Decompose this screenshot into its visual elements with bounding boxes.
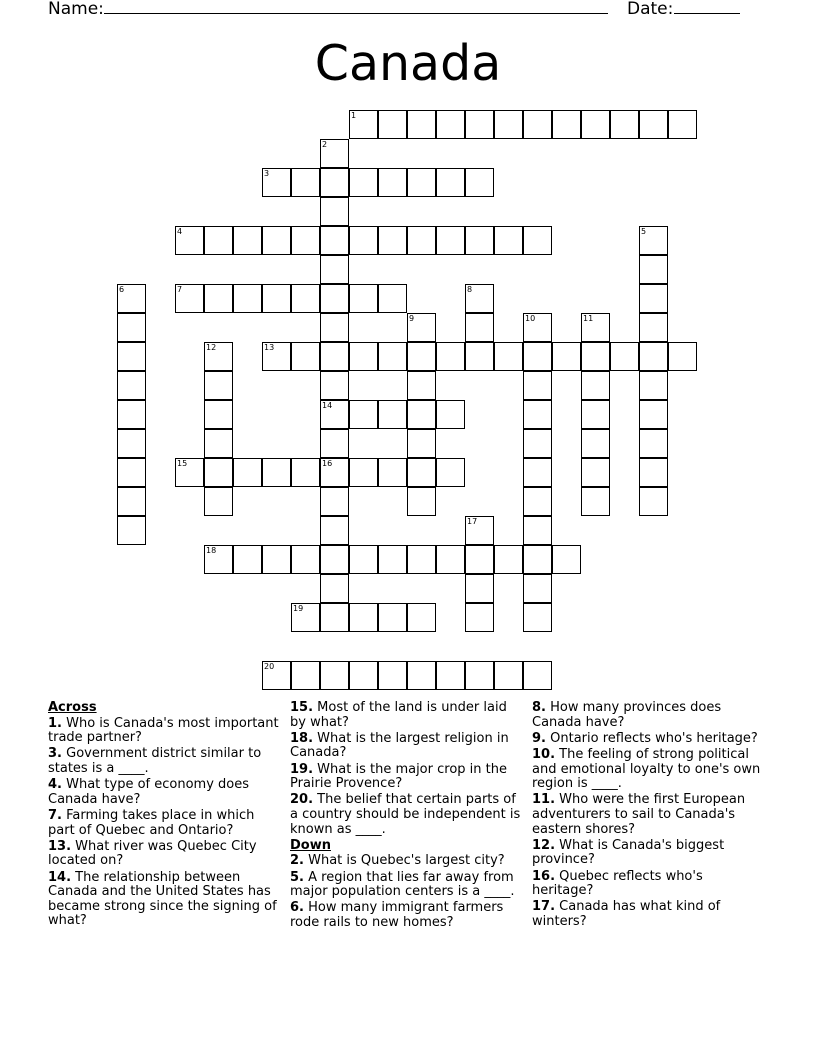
grid-cell[interactable]	[262, 284, 291, 313]
grid-cell[interactable]	[117, 313, 146, 342]
grid-cell[interactable]	[233, 545, 262, 574]
grid-cell[interactable]	[233, 458, 262, 487]
clue-across-7: 7. Farming takes place in which part of Quebec and Ontario?	[48, 807, 255, 838]
grid-cell[interactable]	[465, 110, 494, 139]
grid-cell[interactable]	[668, 110, 697, 139]
clue-number: 2	[322, 140, 328, 149]
grid-cell[interactable]	[291, 168, 320, 197]
grid-cell[interactable]	[523, 603, 552, 632]
grid-cell[interactable]	[204, 226, 233, 255]
grid-cell[interactable]	[262, 661, 291, 690]
grid-cell[interactable]	[204, 458, 233, 487]
page-title: Canada	[314, 35, 502, 92]
clues-column-2	[290, 701, 522, 932]
grid-cell[interactable]	[436, 545, 465, 574]
grid-cell[interactable]	[175, 458, 204, 487]
grid-cell[interactable]	[407, 429, 436, 458]
grid-cell[interactable]	[349, 400, 378, 429]
grid-cell[interactable]	[436, 400, 465, 429]
grid-cell[interactable]	[349, 458, 378, 487]
grid-cell[interactable]	[117, 400, 146, 429]
clue-number: 17	[467, 517, 478, 526]
grid-cell[interactable]	[349, 168, 378, 197]
grid-cell[interactable]	[523, 226, 552, 255]
grid-cell[interactable]	[117, 516, 146, 545]
clue-number: 8	[467, 285, 473, 294]
grid-cell[interactable]	[117, 371, 146, 400]
grid-cell[interactable]	[523, 458, 552, 487]
name-label: Name:	[48, 0, 104, 19]
grid-cell[interactable]	[407, 168, 436, 197]
grid-cell[interactable]	[378, 661, 407, 690]
clue-down-10: 10. The feeling of strong political and emotional loyalty to one's own region is ____.	[532, 746, 761, 792]
grid-cell[interactable]	[378, 458, 407, 487]
grid-cell[interactable]	[436, 342, 465, 371]
clue-across-13: 13. What river was Quebec City located on?	[48, 838, 257, 869]
clues-column-1	[48, 701, 284, 930]
grid-cell[interactable]	[494, 342, 523, 371]
grid-cell[interactable]	[320, 197, 349, 226]
grid-cell[interactable]	[204, 400, 233, 429]
grid-cell[interactable]	[523, 400, 552, 429]
clue-number: 6	[119, 285, 125, 294]
grid-cell[interactable]	[407, 458, 436, 487]
grid-cell[interactable]	[523, 313, 552, 342]
clue-number: 20	[264, 662, 275, 671]
clue-across-4: 4. What type of economy does Canada have?	[48, 777, 250, 807]
grid-cell[interactable]	[378, 400, 407, 429]
grid-cell[interactable]	[117, 342, 146, 371]
grid-cell[interactable]	[581, 487, 610, 516]
grid-cell[interactable]	[639, 110, 668, 139]
grid-cell[interactable]	[639, 313, 668, 342]
grid-cell[interactable]	[320, 226, 349, 255]
grid-cell[interactable]	[117, 284, 146, 313]
grid-cell[interactable]	[465, 516, 494, 545]
clue-number: 10	[525, 314, 536, 323]
grid-cell[interactable]	[494, 226, 523, 255]
grid-cell[interactable]	[581, 400, 610, 429]
grid-cell[interactable]	[320, 458, 349, 487]
clue-across-20: 20. The belief that certain parts of a country should be independent is known as ____.	[290, 792, 521, 837]
grid-cell[interactable]	[349, 284, 378, 313]
grid-cell[interactable]	[320, 545, 349, 574]
down-heading: Down	[290, 837, 331, 853]
grid-cell[interactable]	[378, 545, 407, 574]
grid-cell[interactable]	[436, 110, 465, 139]
grid-cell[interactable]	[320, 574, 349, 603]
clue-number: 4	[177, 227, 183, 236]
grid-cell[interactable]	[581, 342, 610, 371]
clue-down-5: 5. A region that lies far away from major population centers is a ____.	[290, 869, 515, 900]
grid-cell[interactable]	[523, 342, 552, 371]
grid-cell[interactable]	[262, 226, 291, 255]
grid-cell[interactable]	[262, 458, 291, 487]
grid-cell[interactable]	[581, 110, 610, 139]
grid-cell[interactable]	[204, 487, 233, 516]
grid-cell[interactable]	[465, 545, 494, 574]
clue-across-19: 19. What is the major crop in the Prairie Provence?	[290, 761, 507, 792]
grid-cell[interactable]	[291, 545, 320, 574]
grid-cell[interactable]	[291, 603, 320, 632]
grid-cell[interactable]	[465, 168, 494, 197]
grid-cell[interactable]	[378, 226, 407, 255]
grid-cell[interactable]	[639, 458, 668, 487]
grid-cell[interactable]	[349, 661, 378, 690]
clue-down-8: 8. How many provinces does Canada have?	[532, 700, 722, 730]
grid-cell[interactable]	[494, 545, 523, 574]
grid-cell[interactable]	[349, 342, 378, 371]
grid-cell[interactable]	[262, 342, 291, 371]
grid-cell[interactable]	[378, 110, 407, 139]
clue-across-14: 14. The relationship between Canada and the United States has became strong since the signing of what?	[48, 869, 277, 929]
grid-cell[interactable]	[378, 342, 407, 371]
grid-cell[interactable]	[349, 226, 378, 255]
clue-number: 9	[409, 314, 415, 323]
grid-cell[interactable]	[117, 429, 146, 458]
grid-cell[interactable]	[349, 110, 378, 139]
clue-number: 16	[322, 459, 333, 468]
grid-cell[interactable]	[320, 313, 349, 342]
grid-cell[interactable]	[204, 342, 233, 371]
clue-number: 14	[322, 401, 333, 410]
grid-cell[interactable]	[175, 226, 204, 255]
grid-cell[interactable]	[320, 516, 349, 545]
grid-cell[interactable]	[465, 342, 494, 371]
date-label: Date:	[627, 0, 674, 19]
grid-cell[interactable]	[523, 545, 552, 574]
grid-cell[interactable]	[320, 255, 349, 284]
grid-cell[interactable]	[407, 313, 436, 342]
clue-across-15: 15. Most of the land is under laid by what?	[290, 700, 507, 730]
grid-cell[interactable]	[465, 313, 494, 342]
clue-down-2: 2. What is Quebec's largest city?	[290, 853, 505, 869]
clue-number: 3	[264, 169, 270, 178]
grid-cell[interactable]	[465, 574, 494, 603]
grid-cell[interactable]	[291, 342, 320, 371]
grid-cell[interactable]	[581, 371, 610, 400]
clue-down-6: 6. How many immigrant farmers rode rails to new homes?	[290, 900, 504, 930]
grid-cell[interactable]	[320, 371, 349, 400]
grid-cell[interactable]	[581, 458, 610, 487]
grid-cell[interactable]	[262, 545, 291, 574]
grid-cell[interactable]	[349, 545, 378, 574]
grid-cell[interactable]	[639, 487, 668, 516]
grid-cell[interactable]	[465, 226, 494, 255]
grid-cell[interactable]	[494, 661, 523, 690]
grid-cell[interactable]	[523, 371, 552, 400]
grid-cell[interactable]	[320, 603, 349, 632]
grid-cell[interactable]	[320, 487, 349, 516]
grid-cell[interactable]	[117, 458, 146, 487]
grid-cell[interactable]	[291, 661, 320, 690]
grid-cell[interactable]	[639, 429, 668, 458]
clues-column-3	[532, 701, 768, 931]
grid-cell[interactable]	[349, 603, 378, 632]
grid-cell[interactable]	[436, 226, 465, 255]
grid-cell[interactable]	[523, 487, 552, 516]
grid-cell[interactable]	[465, 603, 494, 632]
grid-cell[interactable]	[320, 284, 349, 313]
grid-cell[interactable]	[320, 400, 349, 429]
clue-number: 5	[641, 227, 647, 236]
grid-cell[interactable]	[407, 603, 436, 632]
grid-cell[interactable]	[291, 226, 320, 255]
grid-cell[interactable]	[320, 139, 349, 168]
grid-cell[interactable]	[639, 226, 668, 255]
grid-cell[interactable]	[552, 110, 581, 139]
clue-number: 7	[177, 285, 183, 294]
across-heading: Across	[48, 700, 97, 715]
grid-cell[interactable]	[407, 371, 436, 400]
grid-cell[interactable]	[407, 487, 436, 516]
grid-cell[interactable]	[552, 342, 581, 371]
grid-cell[interactable]	[523, 110, 552, 139]
grid-cell[interactable]	[320, 342, 349, 371]
grid-cell[interactable]	[668, 342, 697, 371]
grid-cell[interactable]	[378, 603, 407, 632]
clue-down-12: 12. What is Canada's biggest province?	[532, 837, 725, 868]
clue-number: 1	[351, 111, 357, 120]
grid-cell[interactable]	[523, 574, 552, 603]
grid-cell[interactable]	[639, 284, 668, 313]
grid-cell[interactable]	[291, 458, 320, 487]
grid-cell[interactable]	[639, 371, 668, 400]
clue-number: 11	[583, 314, 594, 323]
grid-cell[interactable]	[436, 661, 465, 690]
grid-cell[interactable]	[436, 168, 465, 197]
clue-down-9: 9. Ontario reflects who's heritage?	[532, 730, 758, 746]
grid-cell[interactable]	[523, 661, 552, 690]
grid-cell[interactable]	[407, 110, 436, 139]
grid-cell[interactable]	[320, 661, 349, 690]
grid-cell[interactable]	[117, 487, 146, 516]
grid-cell[interactable]	[552, 545, 581, 574]
grid-cell[interactable]	[291, 284, 320, 313]
grid-cell[interactable]	[204, 371, 233, 400]
grid-cell[interactable]	[204, 284, 233, 313]
clue-number: 18	[206, 546, 217, 555]
grid-cell[interactable]	[204, 429, 233, 458]
clue-across-3: 3. Government district similar to states is a ____.	[48, 746, 262, 776]
grid-cell[interactable]	[320, 429, 349, 458]
grid-cell[interactable]	[639, 342, 668, 371]
grid-cell[interactable]	[610, 342, 639, 371]
grid-cell[interactable]	[262, 168, 291, 197]
clue-number: 13	[264, 343, 275, 352]
grid-cell[interactable]	[639, 255, 668, 284]
clue-number: 15	[177, 459, 188, 468]
grid-cell[interactable]	[407, 661, 436, 690]
grid-cell[interactable]	[465, 661, 494, 690]
grid-cell[interactable]	[436, 458, 465, 487]
clue-across-1: 1. Who is Canada's most important trade partner?	[48, 715, 279, 746]
clue-down-17: 17. Canada has what kind of winters?	[532, 899, 721, 929]
grid-cell[interactable]	[204, 545, 233, 574]
grid-cell[interactable]	[407, 545, 436, 574]
grid-cell[interactable]	[320, 168, 349, 197]
grid-cell[interactable]	[407, 342, 436, 371]
grid-cell[interactable]	[378, 168, 407, 197]
grid-cell[interactable]	[610, 110, 639, 139]
clue-down-11: 11. Who were the first European adventurers to sail to Canada's eastern shores?	[532, 792, 746, 837]
grid-cell[interactable]	[407, 400, 436, 429]
grid-cell[interactable]	[378, 284, 407, 313]
grid-cell[interactable]	[465, 284, 494, 313]
clue-number: 19	[293, 604, 304, 613]
grid-cell[interactable]	[233, 284, 262, 313]
clue-across-18: 18. What is the largest religion in Canada?	[290, 730, 509, 761]
grid-cell[interactable]	[407, 226, 436, 255]
grid-cell[interactable]	[175, 284, 204, 313]
clue-down-16: 16. Quebec reflects who's heritage?	[532, 868, 703, 899]
grid-cell[interactable]	[523, 429, 552, 458]
grid-cell[interactable]	[233, 226, 262, 255]
grid-cell[interactable]	[523, 516, 552, 545]
grid-cell[interactable]	[581, 313, 610, 342]
grid-cell[interactable]	[639, 400, 668, 429]
grid-cell[interactable]	[581, 429, 610, 458]
grid-cell[interactable]	[494, 110, 523, 139]
clue-number: 12	[206, 343, 217, 352]
